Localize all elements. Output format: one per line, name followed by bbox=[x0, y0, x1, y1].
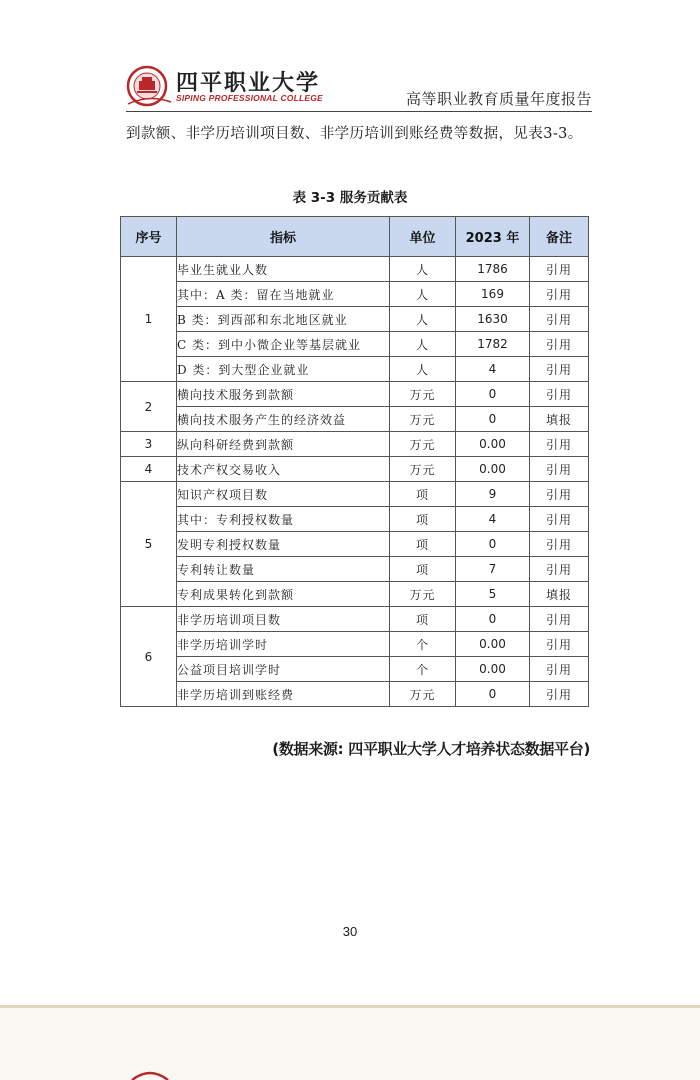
unit-cell: 万元 bbox=[390, 382, 456, 407]
intro-paragraph: 到款额、非学历培训项目数、非学历培训到账经费等数据，见表3-3。 bbox=[126, 126, 583, 142]
table-row bbox=[121, 682, 589, 707]
value-cell: 4 bbox=[456, 507, 530, 532]
next-page-emblem-icon bbox=[128, 1068, 172, 1080]
note-cell: 引用 bbox=[530, 282, 589, 307]
seq-cell: 1 bbox=[121, 257, 177, 382]
header-unit: 单位 bbox=[390, 217, 456, 257]
value-cell: 0.00 bbox=[456, 457, 530, 482]
table-row bbox=[121, 382, 589, 407]
note-cell: 引用 bbox=[530, 457, 589, 482]
seq-cell: 3 bbox=[121, 432, 177, 457]
table-row bbox=[121, 432, 589, 457]
indicator-cell: 横向技术服务产生的经济效益 bbox=[177, 407, 390, 432]
unit-cell: 项 bbox=[390, 607, 456, 632]
note-cell: 引用 bbox=[530, 357, 589, 382]
university-name-en: SIPING PROFESSIONAL COLLEGE bbox=[176, 93, 323, 103]
table-row bbox=[121, 482, 589, 507]
table-row bbox=[121, 357, 589, 382]
table-row bbox=[121, 557, 589, 582]
indicator-cell: 公益项目培训学时 bbox=[177, 657, 390, 682]
header-seq: 序号 bbox=[121, 217, 177, 257]
note-cell: 引用 bbox=[530, 657, 589, 682]
header-note: 备注 bbox=[530, 217, 589, 257]
note-cell: 引用 bbox=[530, 382, 589, 407]
seq-cell: 4 bbox=[121, 457, 177, 482]
table-row bbox=[121, 657, 589, 682]
value-cell: 169 bbox=[456, 282, 530, 307]
value-cell: 9 bbox=[456, 482, 530, 507]
page-gap bbox=[0, 1005, 700, 1080]
seq-cell: 6 bbox=[121, 607, 177, 707]
indicator-cell: C 类：到中小微企业等基层就业 bbox=[177, 332, 390, 357]
unit-cell: 人 bbox=[390, 307, 456, 332]
table-row bbox=[121, 632, 589, 657]
value-cell: 0 bbox=[456, 607, 530, 632]
value-cell: 1782 bbox=[456, 332, 530, 357]
value-cell: 0 bbox=[456, 532, 530, 557]
value-cell: 0 bbox=[456, 682, 530, 707]
data-source-note: (数据来源: 四平职业大学人才培养状态数据平台) bbox=[272, 740, 590, 758]
unit-cell: 项 bbox=[390, 482, 456, 507]
table-row bbox=[121, 507, 589, 532]
unit-cell: 人 bbox=[390, 282, 456, 307]
value-cell: 0.00 bbox=[456, 432, 530, 457]
unit-cell: 人 bbox=[390, 357, 456, 382]
indicator-cell: 非学历培训到账经费 bbox=[177, 682, 390, 707]
indicator-cell: 纵向科研经费到款额 bbox=[177, 432, 390, 457]
indicator-cell: 知识产权项目数 bbox=[177, 482, 390, 507]
indicator-cell: D 类：到大型企业就业 bbox=[177, 357, 390, 382]
seq-cell: 5 bbox=[121, 482, 177, 607]
indicator-cell: 横向技术服务到款额 bbox=[177, 382, 390, 407]
note-cell: 引用 bbox=[530, 482, 589, 507]
unit-cell: 个 bbox=[390, 657, 456, 682]
note-cell: 引用 bbox=[530, 682, 589, 707]
unit-cell: 万元 bbox=[390, 582, 456, 607]
note-cell: 引用 bbox=[530, 332, 589, 357]
table-row bbox=[121, 582, 589, 607]
header-year: 2023 年 bbox=[456, 217, 530, 257]
table-caption: 表 3-3 服务贡献表 bbox=[292, 190, 408, 206]
indicator-cell: 其中：A 类：留在当地就业 bbox=[177, 282, 390, 307]
service-contribution-table bbox=[120, 216, 589, 707]
table-row bbox=[121, 257, 589, 282]
value-cell: 1786 bbox=[456, 257, 530, 282]
table-row bbox=[121, 607, 589, 632]
page-number: 30 bbox=[342, 924, 358, 939]
note-cell: 引用 bbox=[530, 507, 589, 532]
unit-cell: 人 bbox=[390, 257, 456, 282]
table-row bbox=[121, 457, 589, 482]
table-row bbox=[121, 332, 589, 357]
unit-cell: 个 bbox=[390, 632, 456, 657]
unit-cell: 万元 bbox=[390, 432, 456, 457]
report-title: 高等职业教育质量年度报告 bbox=[405, 90, 592, 108]
header-indicator: 指标 bbox=[177, 217, 390, 257]
note-cell: 填报 bbox=[530, 407, 589, 432]
indicator-cell: 其中：专利授权数量 bbox=[177, 507, 390, 532]
indicator-cell: 发明专利授权数量 bbox=[177, 532, 390, 557]
value-cell: 0.00 bbox=[456, 632, 530, 657]
indicator-cell: 技术产权交易收入 bbox=[177, 457, 390, 482]
unit-cell: 项 bbox=[390, 557, 456, 582]
unit-cell: 万元 bbox=[390, 457, 456, 482]
note-cell: 引用 bbox=[530, 557, 589, 582]
indicator-cell: 专利转让数量 bbox=[177, 557, 390, 582]
seq-cell: 2 bbox=[121, 382, 177, 432]
unit-cell: 万元 bbox=[390, 682, 456, 707]
note-cell: 引用 bbox=[530, 607, 589, 632]
indicator-cell: 毕业生就业人数 bbox=[177, 257, 390, 282]
table-header-row bbox=[121, 217, 589, 257]
indicator-cell: 非学历培训学时 bbox=[177, 632, 390, 657]
value-cell: 0 bbox=[456, 382, 530, 407]
table-row bbox=[121, 307, 589, 332]
value-cell: 4 bbox=[456, 357, 530, 382]
note-cell: 引用 bbox=[530, 632, 589, 657]
table-row bbox=[121, 282, 589, 307]
indicator-cell: B 类：到西部和东北地区就业 bbox=[177, 307, 390, 332]
indicator-cell: 专利成果转化到款额 bbox=[177, 582, 390, 607]
table-row bbox=[121, 532, 589, 557]
value-cell: 5 bbox=[456, 582, 530, 607]
university-name-cn: 四平职业大学 bbox=[176, 71, 321, 96]
value-cell: 0.00 bbox=[456, 657, 530, 682]
table-row bbox=[121, 407, 589, 432]
unit-cell: 万元 bbox=[390, 407, 456, 432]
note-cell: 引用 bbox=[530, 532, 589, 557]
header-divider bbox=[126, 111, 592, 112]
value-cell: 7 bbox=[456, 557, 530, 582]
page-separator bbox=[0, 1005, 700, 1008]
value-cell: 0 bbox=[456, 407, 530, 432]
university-emblem-icon bbox=[125, 64, 173, 108]
note-cell: 填报 bbox=[530, 582, 589, 607]
unit-cell: 项 bbox=[390, 507, 456, 532]
note-cell: 引用 bbox=[530, 257, 589, 282]
value-cell: 1630 bbox=[456, 307, 530, 332]
indicator-cell: 非学历培训项目数 bbox=[177, 607, 390, 632]
note-cell: 引用 bbox=[530, 307, 589, 332]
unit-cell: 人 bbox=[390, 332, 456, 357]
unit-cell: 项 bbox=[390, 532, 456, 557]
note-cell: 引用 bbox=[530, 432, 589, 457]
